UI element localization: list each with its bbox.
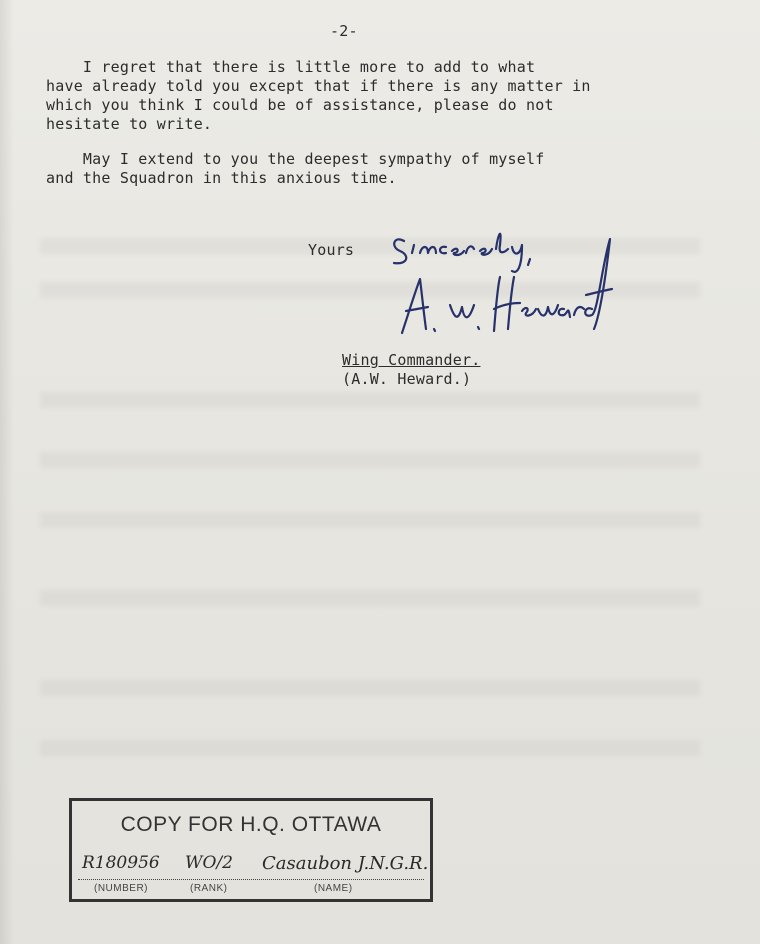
- stamp-title: COPY FOR H.Q. OTTAWA: [120, 813, 382, 836]
- stamp-dotted-line: [78, 879, 424, 880]
- show-through: [40, 590, 700, 606]
- body-paragraph-1: I regret that there is little more to add to what have already told you except that if there is any matter in which you think I could be of assistance, please do not hesitate to write.: [46, 58, 591, 133]
- show-through: [40, 512, 700, 528]
- closing-word: Yours: [308, 241, 355, 259]
- name-handwritten: Casaubon J.N.G.R.: [262, 853, 429, 874]
- signatory-rank: [342, 351, 480, 370]
- rank-handwritten: WO/2: [185, 853, 233, 873]
- signatory-rank-text: Wing Commander.: [342, 351, 481, 369]
- page-edge-shadow: [0, 0, 14, 944]
- rank-caption: (RANK): [190, 883, 228, 894]
- show-through: [40, 740, 700, 756]
- copy-stamp: [69, 798, 433, 902]
- handwritten-signature: [380, 205, 630, 345]
- body-paragraph-2: May I extend to you the deepest sympathy of myself and the Squadron in this anxious time.: [46, 150, 545, 187]
- name-caption: (NAME): [314, 883, 353, 894]
- number-caption: (NUMBER): [94, 883, 148, 894]
- show-through: [40, 452, 700, 468]
- signatory-name: (A.W. Heward.): [342, 370, 472, 388]
- show-through: [40, 392, 700, 408]
- page-number: -2-: [330, 22, 358, 40]
- service-number-handwritten: R180956: [82, 853, 160, 873]
- show-through: [40, 680, 700, 696]
